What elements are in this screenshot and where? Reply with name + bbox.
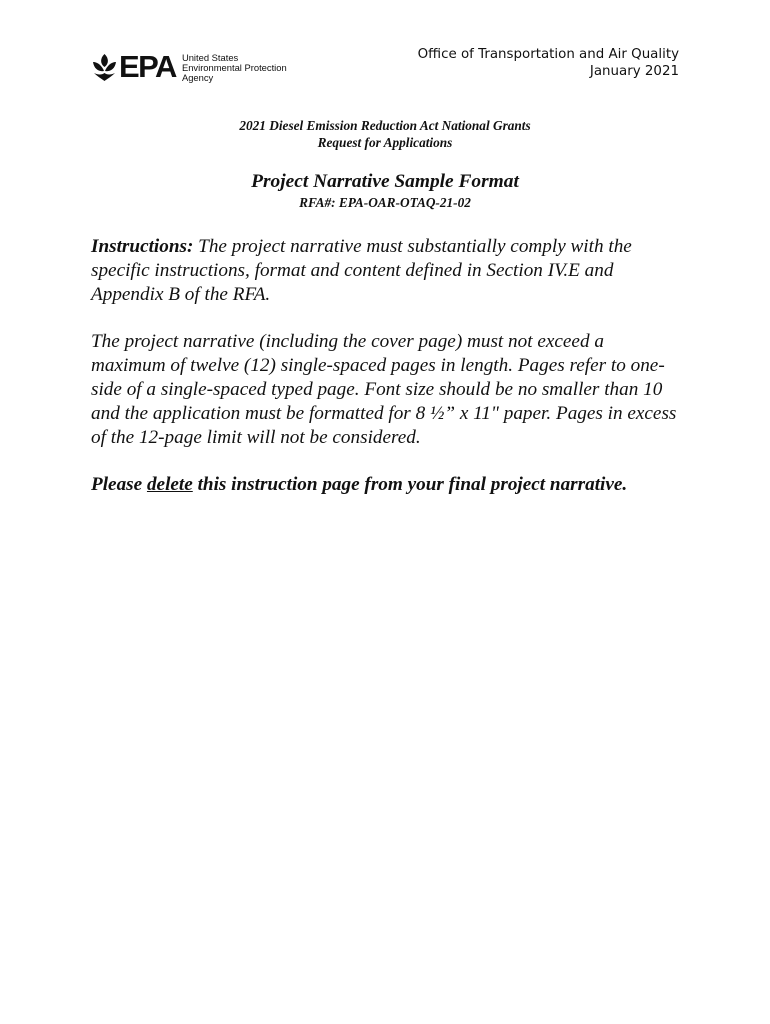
agency-name bbox=[182, 53, 287, 83]
epa-flower-icon bbox=[92, 52, 117, 82]
office-header bbox=[418, 46, 679, 80]
delete-note-before: Please bbox=[91, 474, 147, 495]
page-limit-paragraph: The project narrative (including the cover page) must not exceed a maximum of twelve (12) single-spaced pages in length. Pages refer to one-side of a single-spaced typed page. Font size should be no smaller than 10 and the application must be formatted for 8 ½” x 11" paper. Pages in excess of the 12-page limit will not be considered. bbox=[91, 331, 677, 448]
delete-note-after: this instruction page from your final project narrative. bbox=[192, 474, 628, 495]
rfa-number: RFA#: EPA-OAR-OTAQ-21-02 bbox=[299, 195, 471, 210]
epa-logo bbox=[92, 50, 302, 84]
page-title: Project Narrative Sample Format bbox=[251, 171, 519, 192]
office-name: Office of Transportation and Air Quality bbox=[417, 47, 679, 62]
delete-note-emphasis: delete bbox=[146, 474, 193, 495]
instructions-label: Instructions: bbox=[91, 236, 194, 257]
agency-line: Agency bbox=[181, 71, 214, 83]
grant-title: 2021 Diesel Emission Reduction Act National Grants bbox=[239, 118, 531, 133]
delete-note bbox=[91, 473, 681, 497]
rfa-subtitle: Request for Applications bbox=[317, 135, 453, 150]
instructions-text: The project narrative must substantially comply with the specific instructions, format and content defined in Section IV.E and Appendix B of the RFA. bbox=[91, 236, 632, 305]
agency-line: United States bbox=[181, 51, 239, 63]
instructions-paragraph bbox=[91, 235, 681, 307]
agency-line: Environmental Protection bbox=[181, 61, 287, 73]
epa-wordmark: EPA bbox=[119, 49, 176, 84]
document-date: January 2021 bbox=[589, 64, 679, 79]
